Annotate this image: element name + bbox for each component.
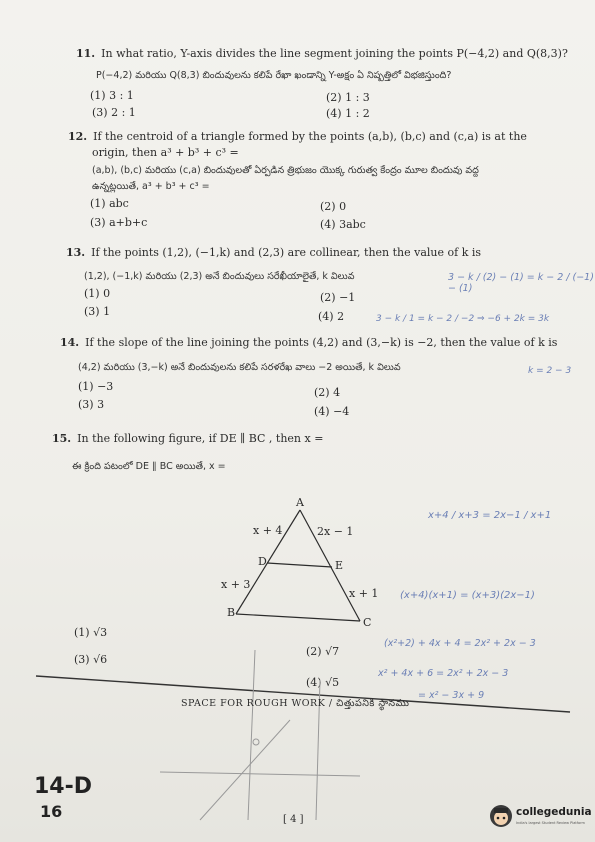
pencil-axis-v1 — [248, 650, 255, 820]
option-4[interactable]: (4) 3abc — [320, 218, 366, 231]
handwritten-q15-work3: (x²+2) + 4x + 4 = 2x² + 2x − 3 — [384, 638, 536, 649]
option-1[interactable]: (1) abc — [90, 197, 129, 210]
option-2[interactable]: (2) −1 — [320, 291, 356, 304]
question-number: 11. — [76, 47, 96, 60]
option-3[interactable]: (3) 2 : 1 — [92, 106, 136, 119]
set-code: 14-D — [34, 774, 93, 799]
question-text-te: (a,b), (b,c) మరియు (c,a) బిందువులతో ఏర్పడిన త్రిభుజం యొక్క గురుత్వ కేంద్రం మూల బిందువు వద్ద — [92, 165, 479, 176]
option-2[interactable]: (2) 0 — [320, 200, 347, 213]
label-db: x + 3 — [221, 578, 251, 591]
pencil-diagonal — [200, 720, 290, 820]
vertex-d: D — [258, 555, 267, 568]
question-text-te: ఈ క్రింది పటంలో DE ∥ BC అయితే, x = — [72, 461, 226, 472]
question-text-te: P(−4,2) మరియు Q(8,3) బిందువులను కలిపే రేఖా ఖండాన్ని Y-అక్షం ఏ నిష్పత్తిలో విభజిస్తుంది? — [96, 70, 452, 81]
handwritten-q13-work2: 3 − k / 1 = k − 2 / −2 ⇒ −6 + 2k = 3k — [376, 314, 550, 324]
option-2[interactable]: (2) √7 — [306, 645, 340, 658]
question-number: 12. — [68, 130, 88, 143]
option-3[interactable]: (3) √6 — [74, 653, 108, 666]
brand-avatar-icon — [489, 804, 513, 828]
bottom-page-marker: [ 4 ] — [283, 814, 304, 825]
handwritten-q15-work4: x² + 4x + 6 = 2x² + 2x − 3 — [378, 668, 509, 679]
question-text-en: If the slope of the line joining the points (4,2) and (3,−k) is −2, then the value of k is — [85, 336, 558, 349]
vertex-b: B — [227, 606, 236, 619]
question-text-en: In the following figure, if DE ∥ BC , then x = — [77, 432, 324, 445]
option-4[interactable]: (4) 1 : 2 — [326, 107, 370, 120]
vertex-c: C — [363, 616, 372, 629]
option-2[interactable]: (2) 1 : 3 — [326, 91, 370, 104]
question-number: 14. — [60, 336, 80, 349]
question-text-en: If the points (1,2), (−1,k) and (2,3) are collinear, then the value of k is — [91, 246, 482, 259]
brand-name: collegedunia — [516, 806, 592, 818]
pencil-axis-h — [160, 772, 360, 776]
question-12-line2: origin, then a³ + b³ + c³ = — [92, 146, 239, 159]
handwritten-q15-work2: (x+4)(x+1) = (x+3)(2x−1) — [400, 590, 535, 601]
handwritten-q15-work1: x+4 / x+3 = 2x−1 / x+1 — [428, 510, 552, 521]
question-text-en: In what ratio, Y-axis divides the line segment joining the points P(−4,2) and Q(8,3)? — [101, 47, 568, 60]
option-4[interactable]: (4) −4 — [314, 405, 350, 418]
brand-tagline: India's largest Student Review Platform — [516, 821, 585, 825]
label-ae: 2x − 1 — [317, 525, 354, 538]
option-3[interactable]: (3) 1 — [84, 305, 111, 318]
option-4[interactable]: (4) √5 — [306, 676, 340, 689]
question-text-en: If the centroid of a triangle formed by the points (a,b), (b,c) and (c,a) is at the — [93, 130, 527, 143]
brand-logo — [489, 800, 592, 834]
option-1[interactable]: (1) 0 — [84, 287, 111, 300]
option-3[interactable]: (3) a+b+c — [90, 216, 148, 229]
question-text-te: (4,2) మరియు (3,−k) అనే బిందువులను కలిపే సరళరేఖ వాలు −2 అయితే, k విలువ — [78, 362, 401, 373]
question-text-te: (1,2), (−1,k) మరియు (2,3) అనే బిందువులు సరేఖీయాలైతే, k విలువ — [84, 271, 355, 282]
option-1[interactable]: (1) −3 — [78, 380, 114, 393]
vertex-a: A — [296, 496, 304, 509]
vertex-e: E — [335, 559, 344, 572]
question-number: 13. — [66, 246, 86, 259]
option-1[interactable]: (1) √3 — [74, 626, 108, 639]
page-number: 16 — [40, 802, 63, 821]
pencil-circle — [253, 739, 259, 745]
option-4[interactable]: (4) 2 — [318, 310, 345, 323]
handwritten-q14-work: k = 2 − 3 — [528, 366, 572, 376]
label-ad: x + 4 — [253, 524, 283, 537]
label-ec: x + 1 — [349, 587, 379, 600]
question-number: 15. — [52, 432, 72, 445]
option-2[interactable]: (2) 4 — [314, 386, 341, 399]
handwritten-q15-work5: = x² − 3x + 9 — [418, 690, 485, 701]
option-1[interactable]: (1) 3 : 1 — [90, 89, 134, 102]
question-text-te-2: ఉన్నట్లయితే, a³ + b³ + c³ = — [92, 181, 210, 192]
rough-work-label: SPACE FOR ROUGH WORK / చిత్తుపనికి స్థానము — [181, 698, 410, 709]
handwritten-q13-work1: 3 − k / (2) − (1) = k − 2 / (−1) − (1) — [448, 272, 594, 294]
option-3[interactable]: (3) 3 — [78, 398, 105, 411]
